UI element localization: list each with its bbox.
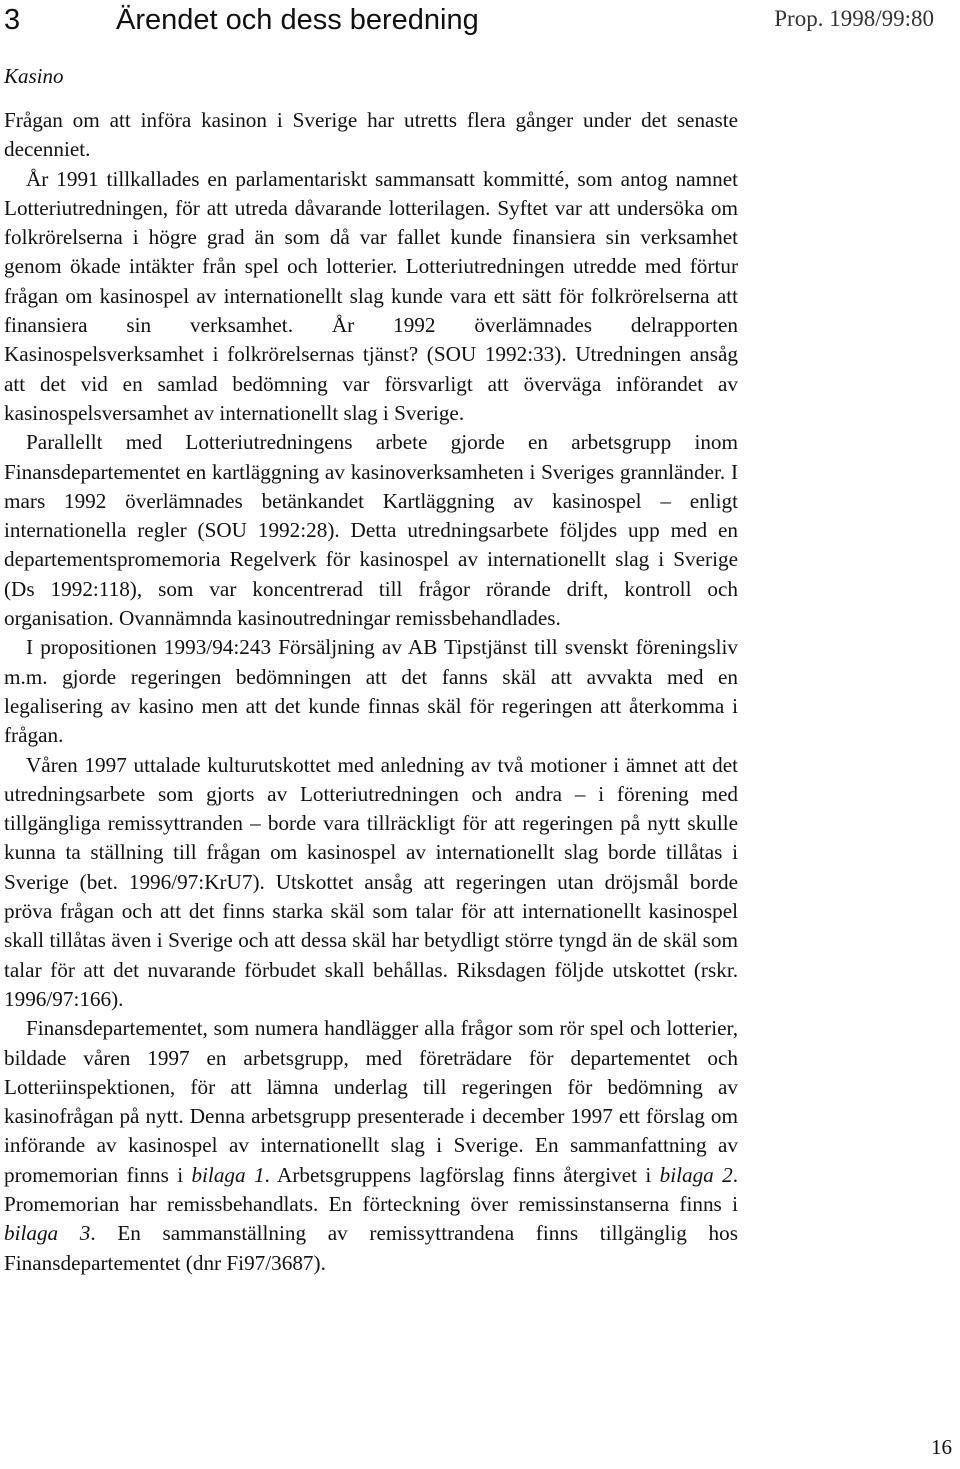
- chapter-title: Ärendet och dess beredning: [116, 4, 479, 36]
- paragraph-text: . Arbetsgruppens lagförslag finns återgivet i: [264, 1162, 660, 1187]
- appendix-reference: bilaga 3: [4, 1221, 91, 1246]
- paragraph-last: [4, 1014, 738, 1278]
- page-header: [0, 0, 960, 50]
- paragraph: År 1991 tillkallades en parlamentariskt sammansatt kommitté, som antog namnet Lotteriutredningen, för att utreda dåvarande lotterilagen. Syftet var att undersöka om folkrörelserna i högre grad än som då var fallet kunde finansiera sin verksamhet genom ökade intäkter från spel och lotterier. Lotteriutredningen utredde med förtur frågan om kasinospel av internationellt slag kunde vara ett sätt för folkrörelserna att finansiera sin verksamhet. År 1992 överlämnades delrapporten Kasinospelsverksamhet i folkrörelsernas tjänst? (SOU 1992:33). Utredningen ansåg att det vid en samlad bedömning var försvarligt att överväga införandet av kasinospelsversamhet av internationellt slag i Sverige.: [4, 166, 738, 425]
- body-text: [4, 106, 738, 1278]
- chapter-number: 3: [4, 4, 21, 36]
- paragraph: Våren 1997 uttalade kulturutskottet med anledning av två motioner i ämnet att det utredningsarbete som gjorts av Lotteriutredningen och andra – i förening med tillgängliga remissyttranden – borde vara tillräckligt för att regeringen på nytt skulle kunna ta ställning till frågan om kasinospel av internationellt slag borde tillåtas i Sverige (bet. 1996/97:KrU7). Utskottet ansåg att regeringen utan dröjsmål borde pröva frågan och att det finns starka skäl som talar för att internationellt kasinospel skall tillåtas även i Sverige och att dessa skäl har betydligt större tyngd än de skäl som talar för att det nuvarande förbudet skall behållas. Riksdagen följde utskottet (rskr. 1996/97:166).: [4, 752, 738, 1011]
- appendix-reference: bilaga 1: [191, 1162, 265, 1187]
- paragraph-text: Finansdepartementet, som numera handlägger alla frågor som rör spel och lotterier, bildade våren 1997 en arbetsgrupp, med företrädare för departementet och Lotteriinspektionen, för att lämna underlag till regeringen för bedömning av kasinofrågan på nytt. Denna arbetsgrupp presenterade i december 1997 ett förslag om införande av kasinospel av internationellt slag i Sverige. En sammanfattning av promemorian finns i: [4, 1016, 738, 1187]
- section-heading: Kasino: [4, 64, 64, 88]
- paragraph: I propositionen 1993/94:243 Försäljning av AB Tipstjänst till svenskt föreningsliv m.m. gjorde regeringen bedömningen att det fanns skäl att avvakta med en legalisering av kasino men att det kunde finnas skäl för regeringen att återkomma i frågan.: [4, 635, 738, 748]
- paragraph-text: . Promemorian har remissbehandlats. En förteckning över remissinstanserna finns i: [4, 1162, 739, 1216]
- paragraph: Parallellt med Lotteriutredningens arbete gjorde en arbetsgrupp inom Finansdepartementet en kartläggning av kasinoverksamheten i Sveriges grannländer. I mars 1992 överlämnades betänkandet Kartläggning av kasinospel – enligt internationella regler (SOU 1992:28). Detta utredningsarbete följdes upp med en departementspromemoria Regelverk för kasinospel av internationellt slag i Sverige (Ds 1992:118), som var koncentrerad till frågor rörande drift, kontroll och organisation. Ovannämnda kasinoutredningar remissbehandlades.: [4, 430, 738, 631]
- proposition-reference: Prop. 1998/99:80: [774, 6, 934, 31]
- paragraph: Frågan om att införa kasinon i Sverige har utretts flera gånger under det senaste decenniet.: [4, 108, 738, 162]
- paragraph-text: . En sammanställning av remissyttrandena finns tillgänglig hos Finansdepartementet (dnr Fi97/3687).: [4, 1221, 738, 1275]
- appendix-reference: bilaga 2: [659, 1162, 733, 1187]
- page-number: 16: [931, 1435, 952, 1459]
